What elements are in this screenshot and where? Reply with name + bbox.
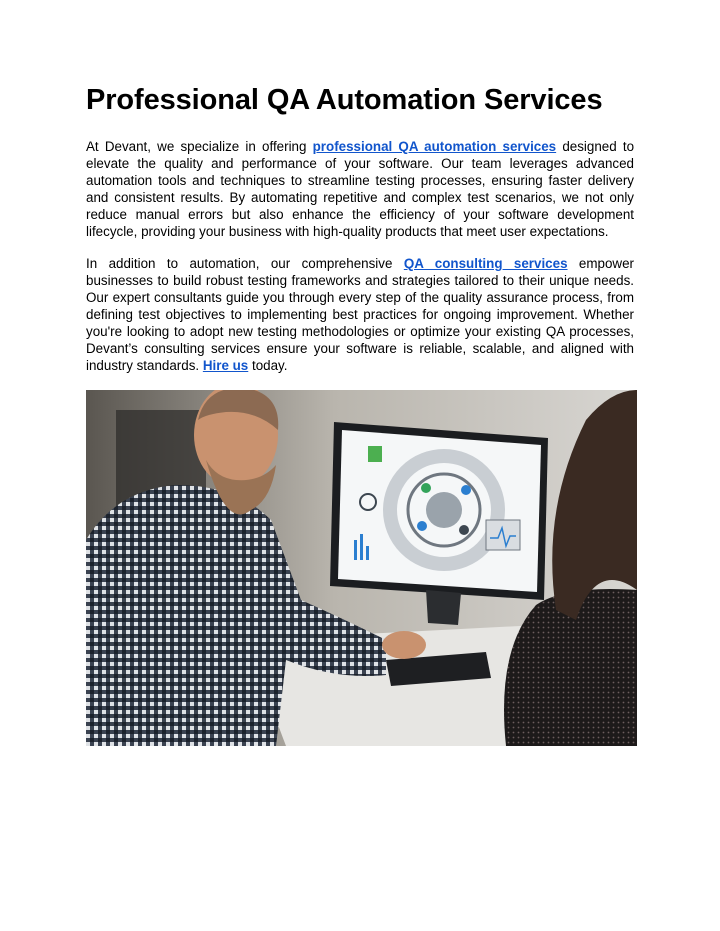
- consulting-text-start: In addition to automation, our comprehensive: [86, 256, 404, 271]
- qa-consulting-services-link[interactable]: QA consulting services: [403, 256, 568, 271]
- intro-text-start: At Devant, we specialize in offering: [86, 139, 313, 154]
- page-title: Professional QA Automation Services: [86, 84, 603, 116]
- qa-automation-services-link[interactable]: professional QA automation services: [312, 139, 557, 154]
- qa-team-illustration: [86, 390, 637, 746]
- office-photo: [86, 390, 637, 746]
- consulting-text-end: today.: [248, 358, 288, 373]
- intro-text-end: designed to elevate the quality and performance of your software. Our team leverages advanced automation tools and techniques to streamline testing processes, ensuring faster delivery and consistent results. By automating repetitive and complex test scenarios, we not only reduce manual errors but also enhance the efficiency of your software development lifecycle, providing your business with high-quality products that meet user expectations.: [86, 139, 635, 239]
- consulting-text-middle: empower businesses to build robust testing frameworks and strategies tailored to their unique needs. Our expert consultants guide you through every step of the quality assurance process, from defining test objectives to implementing best practices for ongoing improvement. Whether you're looking to adopt new testing methodologies or optimize your existing QA processes, Devant’s consulting services ensure your software is reliable, scalable, and aligned with industry standards.: [86, 256, 635, 373]
- consulting-paragraph: [86, 255, 634, 374]
- hire-us-link[interactable]: Hire us: [202, 358, 249, 373]
- intro-paragraph: [86, 138, 634, 240]
